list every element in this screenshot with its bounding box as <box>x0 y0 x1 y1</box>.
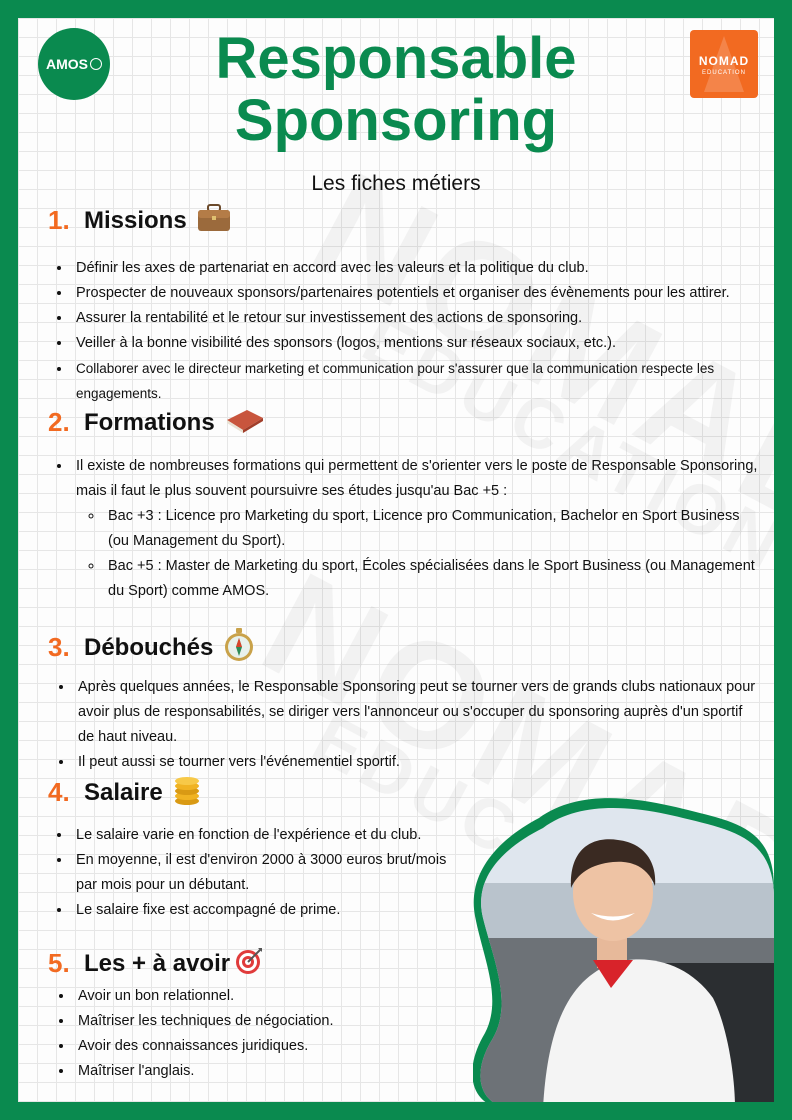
section-title: Missions <box>84 206 187 234</box>
section-formations-heading <box>48 406 265 439</box>
section-salaire-heading <box>48 774 201 811</box>
sheet <box>18 18 774 1102</box>
section-missions-heading <box>48 204 231 237</box>
section-title: Salaire <box>84 778 163 806</box>
section-title: Formations <box>84 408 215 436</box>
page-title <box>18 28 774 152</box>
list-item: • Définir les axes de partenariat en accord avec les valeurs et la politique du club. <box>72 256 760 281</box>
avoir-list <box>52 984 472 1084</box>
nomad-logo-text: NOMAD <box>698 54 750 68</box>
section-number: 4. <box>48 777 70 807</box>
list-item: • Avoir des connaissances juridiques. <box>74 1034 472 1059</box>
list-item: • Après quelques années, le Responsable Sponsoring peut se tourner vers de grands clubs nationaux pour avoir plus de responsabilités, se diriger vers l'annonceur ou s'occuper du sponsoring auprès d'un sportif de haut niveau. <box>74 675 762 750</box>
amos-logo-text: AMOS <box>46 56 88 72</box>
list-item: • Il peut aussi se tourner vers l'événementiel sportif. <box>74 750 762 775</box>
section-number: 3. <box>48 632 70 662</box>
nomad-logo-subtext: EDUCATION <box>702 70 746 76</box>
list-item: • Maîtriser les techniques de négociation. <box>74 1009 472 1034</box>
list-item: • Maîtriser l'anglais. <box>74 1059 472 1084</box>
list-item: • Prospecter de nouveaux sponsors/partenaires potentiels et organiser des évènements pour les attirer. <box>72 281 760 306</box>
list-item: • Le salaire varie en fonction de l'expérience et du club. <box>72 823 470 848</box>
section-number: 1. <box>48 205 70 235</box>
person-photo <box>473 788 774 1102</box>
title-line-2: Sponsoring <box>234 88 558 153</box>
list-item <box>72 454 760 604</box>
coins-icon <box>173 774 201 811</box>
list-item: • Avoir un bon relationnel. <box>74 984 472 1009</box>
target-icon <box>234 946 264 981</box>
page-subtitle: Les fiches métiers <box>311 172 481 195</box>
section-avoir-heading <box>48 946 264 981</box>
section-title: Les + à avoir <box>84 949 231 977</box>
section-number: 2. <box>48 407 70 437</box>
section-number: 5. <box>48 948 70 978</box>
list-item: • Le salaire fixe est accompagné de prime. <box>72 898 470 923</box>
book-icon <box>225 406 265 439</box>
list-item: ◦ Bac +3 : Licence pro Marketing du sport, Licence pro Communication, Bachelor en Sport Business (ou Management du Sport). <box>104 504 760 554</box>
salaire-list <box>50 823 470 923</box>
missions-list <box>50 256 760 406</box>
section-title: Débouchés <box>84 633 214 661</box>
list-item: • En moyenne, il est d'environ 2000 à 3000 euros brut/mois par mois pour un débutant. <box>72 848 470 898</box>
list-item: • Collaborer avec le directeur marketing et communication pour s'assurer que la communication respecte les engagements. <box>72 356 760 406</box>
title-line-1: Responsable <box>215 26 577 91</box>
formations-intro: Il existe de nombreuses formations qui permettent de s'orienter vers le poste de Responsable Sponsoring, mais il faut le plus souvent poursuivre ses études jusqu'au Bac +5 : <box>76 458 758 499</box>
section-debouches-heading <box>48 628 255 667</box>
formations-list <box>50 454 760 604</box>
compass-icon <box>223 628 255 667</box>
briefcase-icon <box>197 204 231 237</box>
list-item: • Assurer la rentabilité et le retour sur investissement des actions de sponsoring. <box>72 306 760 331</box>
list-item: ◦ Bac +5 : Master de Marketing du sport, Écoles spécialisées dans le Sport Business (ou Management du Sport) comme AMOS. <box>104 554 760 604</box>
list-item: • Veiller à la bonne visibilité des sponsors (logos, mentions sur réseaux sociaux, etc.). <box>72 331 760 356</box>
debouches-list <box>52 675 762 775</box>
